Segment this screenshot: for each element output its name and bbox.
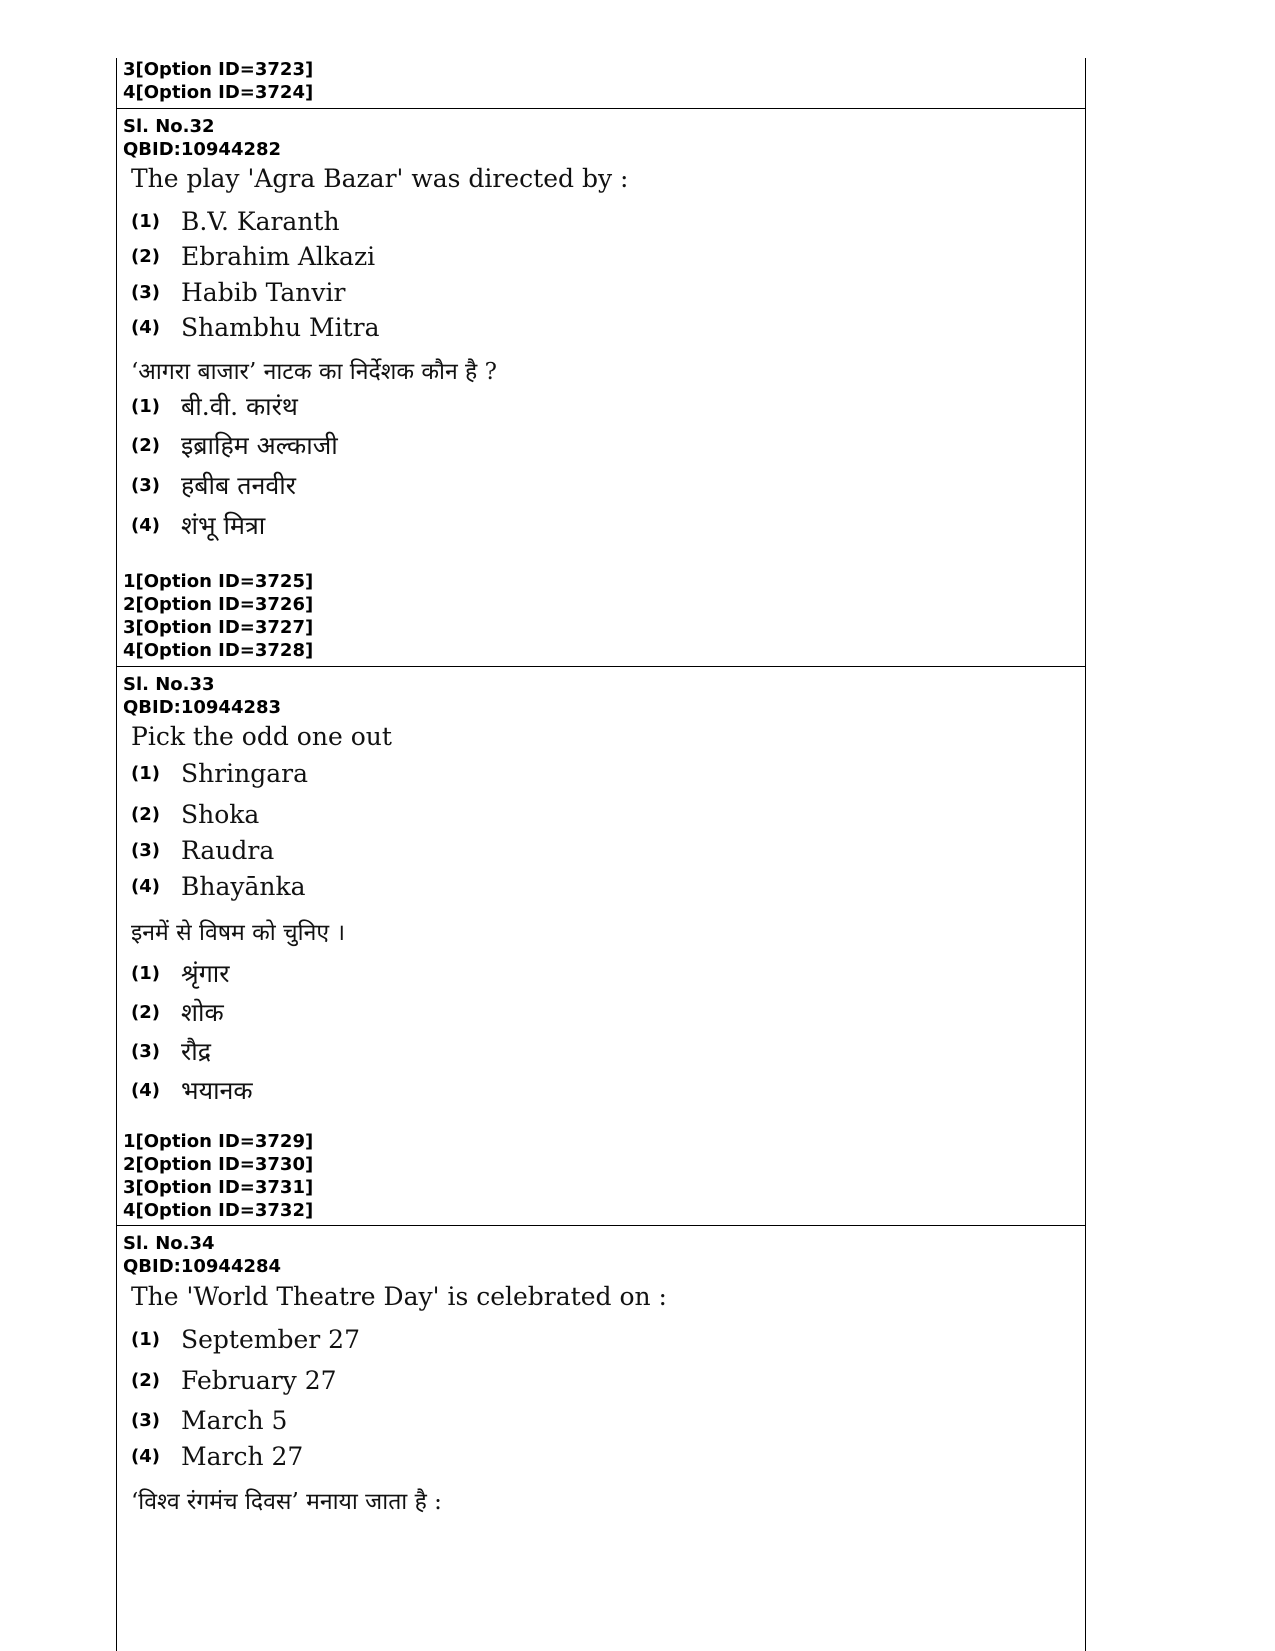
serial-number: Sl. No.33: [123, 674, 215, 695]
option-text: February 27: [181, 1365, 337, 1395]
option-text: श्रृंगार: [181, 959, 230, 988]
option-en: [131, 796, 259, 832]
option-number: (3): [131, 281, 160, 303]
option-id: 2[Option ID=3730]: [123, 1154, 314, 1175]
option-number: (2): [131, 1369, 160, 1391]
option-id: 3[Option ID=3731]: [123, 1177, 314, 1198]
question-text-en: Pick the odd one out: [131, 722, 392, 751]
question-text-en: The 'World Theatre Day' is celebrated on :: [131, 1282, 667, 1311]
option-number: (4): [131, 875, 160, 897]
option-en: [131, 1438, 303, 1474]
row-divider: [116, 666, 1086, 667]
option-text: Raudra: [181, 835, 275, 865]
question-text-hi: ‘आगरा बाजार’ नाटक का निर्देशक कौन है ?: [131, 359, 497, 385]
option-text: Shoka: [181, 799, 260, 829]
option-id: 1[Option ID=3729]: [123, 1131, 314, 1152]
option-number: (2): [131, 245, 160, 267]
option-en: [131, 868, 306, 904]
option-text: बी.वी. कारंथ: [181, 392, 298, 421]
option-id-list: [123, 1130, 313, 1222]
option-id: 4[Option ID=3728]: [123, 640, 314, 661]
option-hi: [131, 467, 296, 503]
qbid: QBID:10944282: [123, 139, 282, 160]
option-text: September 27: [181, 1324, 360, 1354]
option-hi: [131, 507, 265, 543]
qbid: QBID:10944284: [123, 1256, 282, 1277]
option-number: (3): [131, 1409, 160, 1431]
option-hi: [131, 994, 224, 1030]
option-hi: [131, 1072, 253, 1108]
option-en: [131, 1362, 337, 1398]
option-text: Shambhu Mitra: [181, 312, 380, 342]
option-number: (4): [131, 514, 160, 536]
question-header: [123, 1232, 281, 1278]
option-number: (1): [131, 962, 160, 984]
option-text: इब्राहिम अल्काजी: [181, 431, 338, 460]
option-en: [131, 832, 274, 868]
option-text: March 27: [181, 1441, 304, 1471]
option-text: March 5: [181, 1405, 288, 1435]
option-text: हबीब तनवीर: [181, 471, 296, 500]
option-text: Ebrahim Alkazi: [181, 241, 376, 271]
question-text-hi: ‘विश्व रंगमंच दिवस’ मनाया जाता है :: [131, 1489, 442, 1515]
option-text: Habib Tanvir: [181, 277, 346, 307]
option-en: [131, 238, 375, 274]
option-number: (1): [131, 395, 160, 417]
option-id: 4[Option ID=3732]: [123, 1200, 314, 1221]
option-number: (2): [131, 1001, 160, 1023]
row-divider: [116, 1225, 1086, 1226]
option-text: B.V. Karanth: [181, 206, 340, 236]
option-number: (4): [131, 1079, 160, 1101]
option-number: (3): [131, 474, 160, 496]
option-text: शोक: [181, 998, 224, 1027]
option-id-list: [123, 58, 313, 104]
option-en: [131, 1402, 287, 1438]
question-header: [123, 673, 281, 719]
option-number: (2): [131, 803, 160, 825]
option-text: शंभू मित्रा: [181, 511, 266, 540]
option-id: 3[Option ID=3723]: [123, 59, 314, 80]
serial-number: Sl. No.34: [123, 1233, 215, 1254]
option-hi: [131, 955, 229, 991]
option-number: (4): [131, 1445, 160, 1467]
option-id: 3[Option ID=3727]: [123, 617, 314, 638]
option-en: [131, 1321, 360, 1357]
option-id: 4[Option ID=3724]: [123, 82, 314, 103]
option-en: [131, 274, 345, 310]
serial-number: Sl. No.32: [123, 116, 215, 137]
option-number: (1): [131, 210, 160, 232]
question-text-en: The play 'Agra Bazar' was directed by :: [131, 164, 629, 193]
option-text: Shringara: [181, 758, 309, 788]
option-en: [131, 203, 340, 239]
option-id: 1[Option ID=3725]: [123, 571, 314, 592]
option-text: रौद्र: [181, 1037, 211, 1066]
option-en: [131, 755, 308, 791]
option-hi: [131, 1033, 211, 1069]
option-number: (1): [131, 1328, 160, 1350]
option-number: (4): [131, 316, 160, 338]
option-text: Bhayānka: [181, 871, 306, 901]
option-en: [131, 309, 380, 345]
option-hi: [131, 427, 338, 463]
row-divider: [116, 108, 1086, 109]
option-number: (3): [131, 839, 160, 861]
question-header: [123, 115, 281, 161]
qbid: QBID:10944283: [123, 697, 282, 718]
option-number: (1): [131, 762, 160, 784]
question-text-hi: इनमें से विषम को चुनिए ।: [131, 920, 346, 946]
option-number: (3): [131, 1040, 160, 1062]
option-hi: [131, 388, 298, 424]
option-number: (2): [131, 434, 160, 456]
option-text: भयानक: [181, 1076, 253, 1105]
option-id: 2[Option ID=3726]: [123, 594, 314, 615]
option-id-list: [123, 570, 313, 662]
